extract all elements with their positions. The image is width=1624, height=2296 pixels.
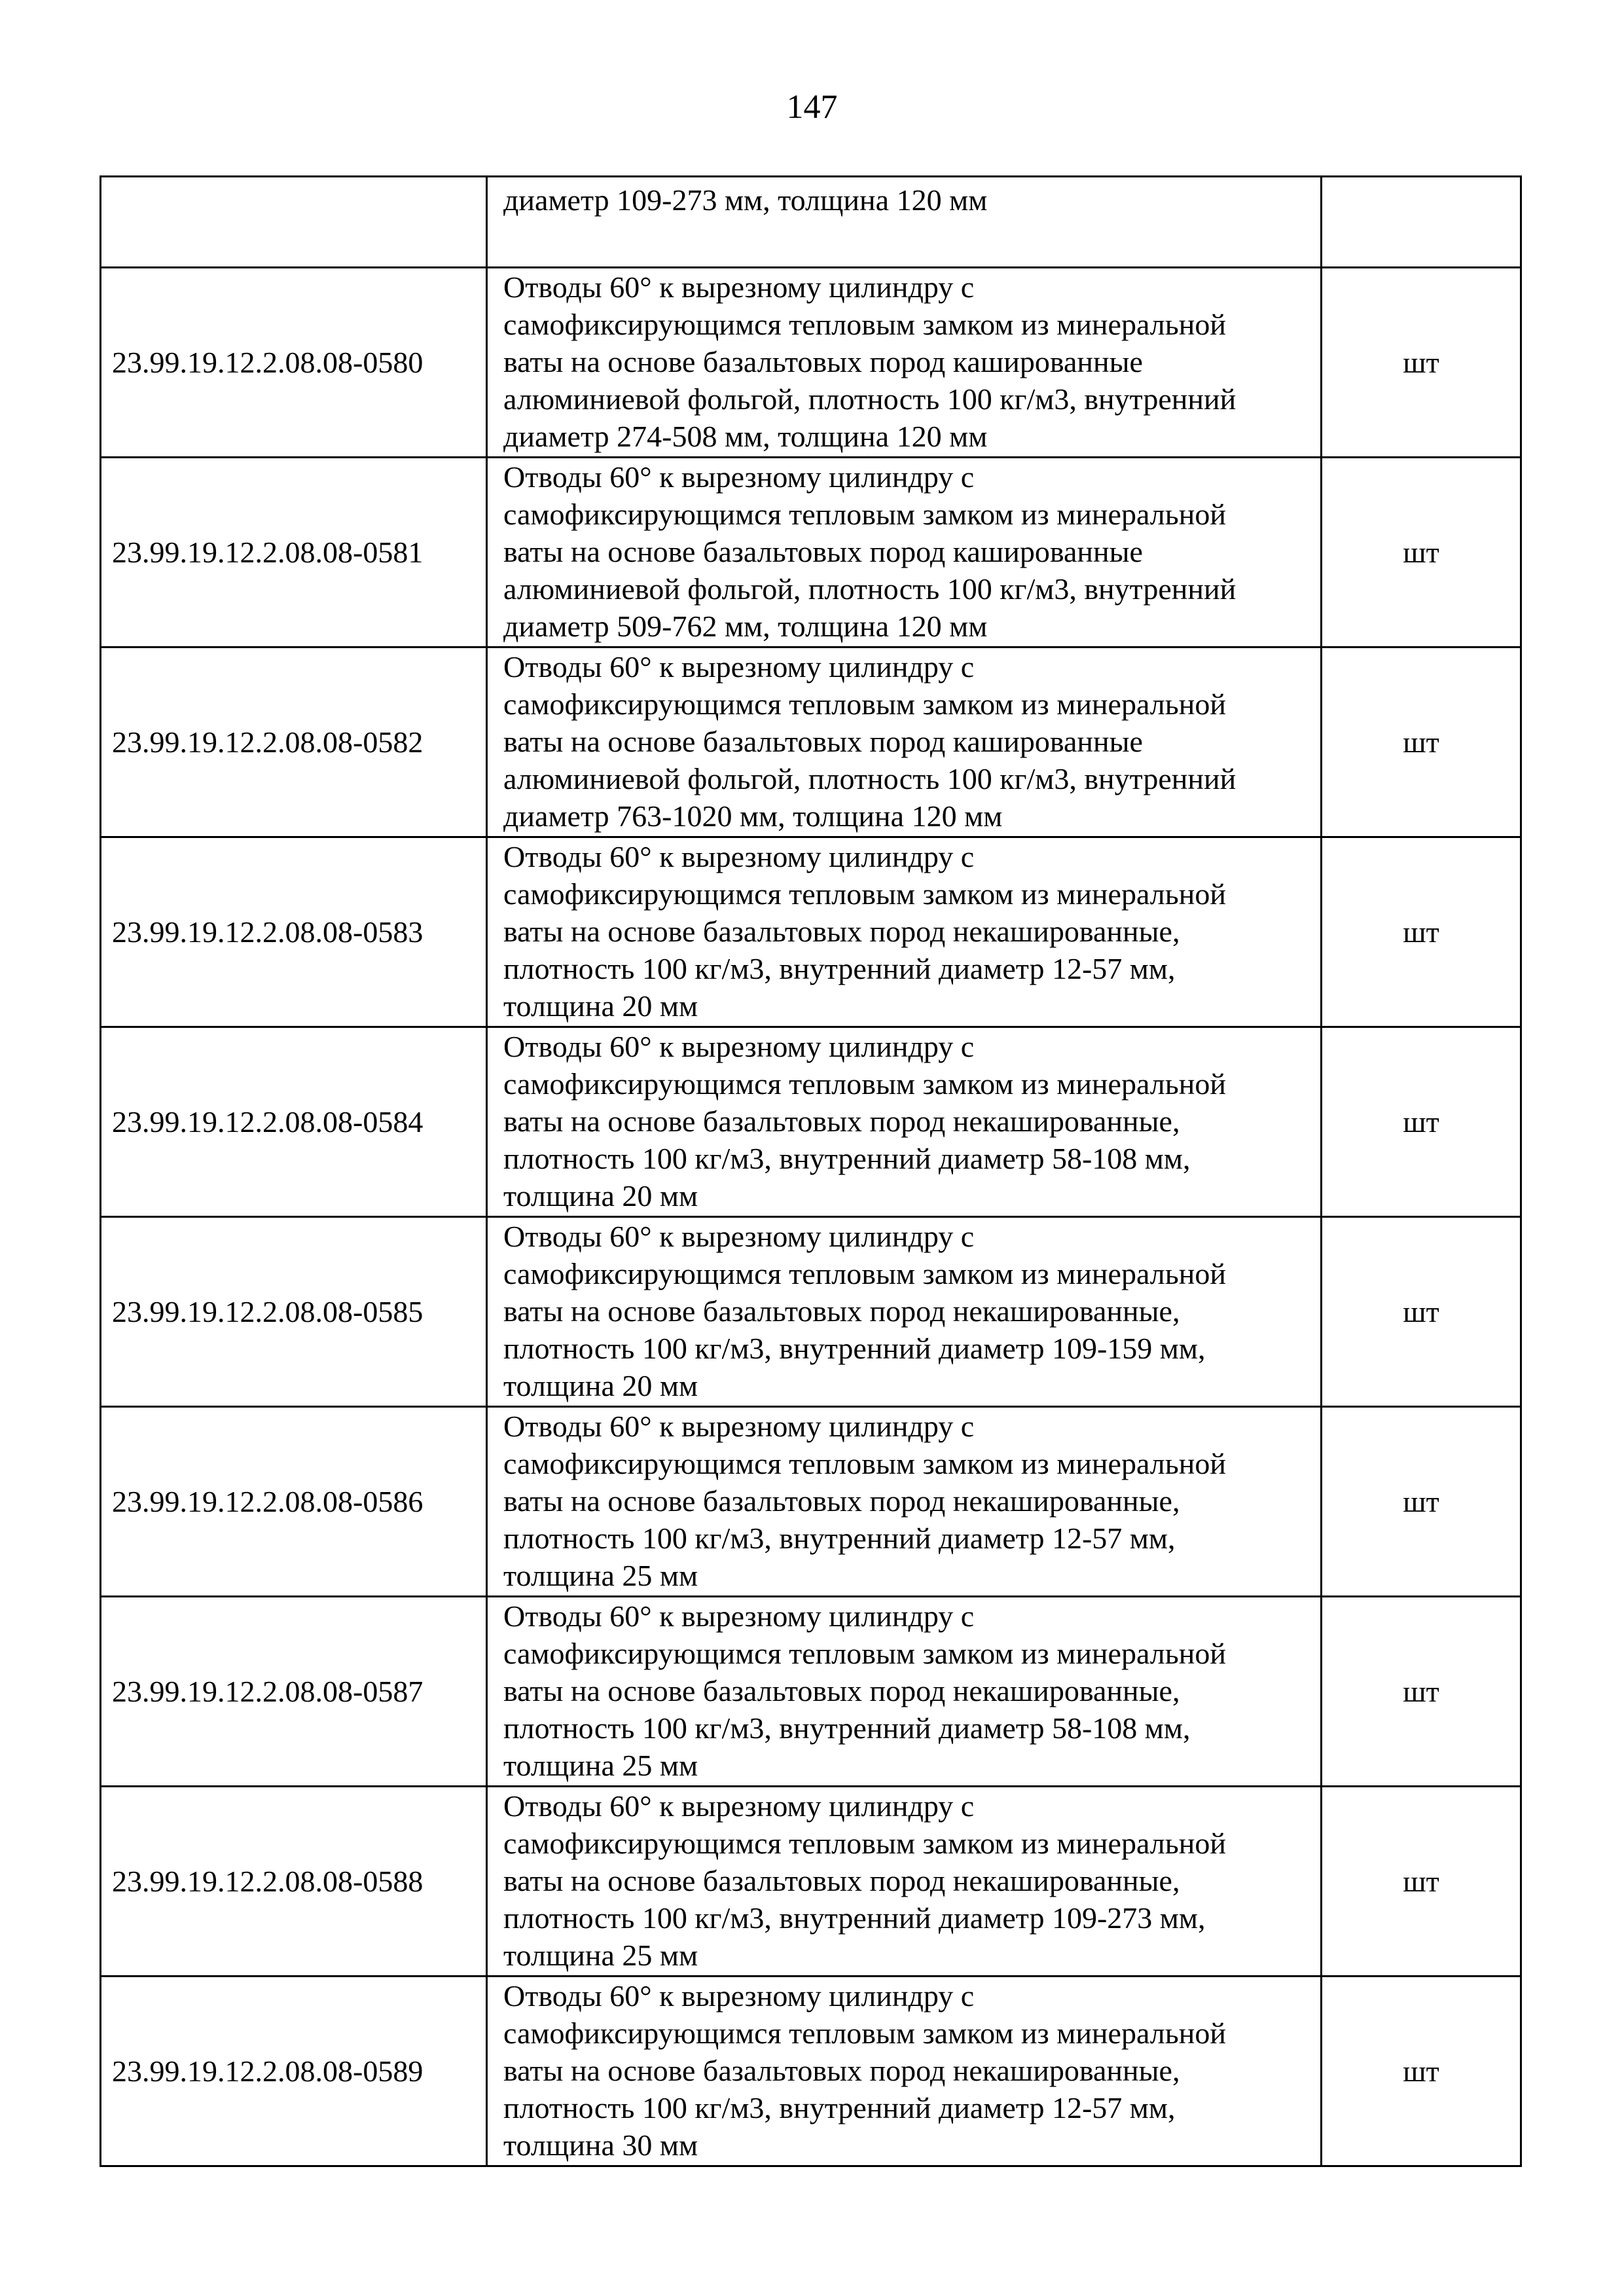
code-cell: 23.99.19.12.2.08.08-0583 [101,837,487,1027]
unit-cell: шт [1322,458,1521,647]
description-cell: диаметр 109-273 мм, толщина 120 мм [487,177,1322,268]
description-cell: Отводы 60° к вырезному цилиндру с самофиксирующимся тепловым замком из минеральной ваты на основе базальтовых пород некашированные, плотность 100 кг/м3, внутренний диаметр 12-57 мм, толщина 30 мм [487,1977,1322,2166]
description-cell: Отводы 60° к вырезному цилиндру с самофиксирующимся тепловым замком из минеральной ваты на основе базальтовых пород некашированные, плотность 100 кг/м3, внутренний диаметр 109-159 мм, толщина 20 мм [487,1217,1322,1407]
unit-cell: шт [1322,1407,1521,1597]
unit-cell: шт [1322,1977,1521,2166]
table-row [101,1787,1521,1977]
code-cell [101,177,487,268]
description-cell: Отводы 60° к вырезному цилиндру с самофиксирующимся тепловым замком из минеральной ваты на основе базальтовых пород некашированные, плотность 100 кг/м3, внутренний диаметр 12-57 мм, толщина 25 мм [487,1407,1322,1597]
code-cell: 23.99.19.12.2.08.08-0588 [101,1787,487,1977]
code-cell: 23.99.19.12.2.08.08-0586 [101,1407,487,1597]
unit-cell: шт [1322,837,1521,1027]
code-cell: 23.99.19.12.2.08.08-0582 [101,647,487,837]
table-row [101,837,1521,1027]
table-row [101,1407,1521,1597]
table-row [101,1977,1521,2166]
unit-cell: шт [1322,1217,1521,1407]
table-row-continuation [101,177,1521,268]
table-row [101,1217,1521,1407]
unit-cell: шт [1322,1027,1521,1217]
description-cell: Отводы 60° к вырезному цилиндру с самофиксирующимся тепловым замком из минеральной ваты на основе базальтовых пород кашированные алюминиевой фольгой, плотность 100 кг/м3, внутренний диаметр 763-1020 мм, толщина 120 мм [487,647,1322,837]
code-cell: 23.99.19.12.2.08.08-0589 [101,1977,487,2166]
table-row [101,647,1521,837]
code-cell: 23.99.19.12.2.08.08-0585 [101,1217,487,1407]
description-cell: Отводы 60° к вырезному цилиндру с самофиксирующимся тепловым замком из минеральной ваты на основе базальтовых пород некашированные, плотность 100 кг/м3, внутренний диаметр 58-108 мм, толщина 25 мм [487,1597,1322,1787]
table-row [101,268,1521,458]
code-cell: 23.99.19.12.2.08.08-0581 [101,458,487,647]
unit-cell: шт [1322,647,1521,837]
catalog-table [99,175,1522,2167]
description-cell: Отводы 60° к вырезному цилиндру с самофиксирующимся тепловым замком из минеральной ваты на основе базальтовых пород некашированные, плотность 100 кг/м3, внутренний диаметр 109-273 мм, толщина 25 мм [487,1787,1322,1977]
description-cell: Отводы 60° к вырезному цилиндру с самофиксирующимся тепловым замком из минеральной ваты на основе базальтовых пород кашированные алюминиевой фольгой, плотность 100 кг/м3, внутренний диаметр 274-508 мм, толщина 120 мм [487,268,1322,458]
unit-cell [1322,177,1521,268]
code-cell: 23.99.19.12.2.08.08-0584 [101,1027,487,1217]
code-cell: 23.99.19.12.2.08.08-0580 [101,268,487,458]
unit-cell: шт [1322,1597,1521,1787]
description-cell: Отводы 60° к вырезному цилиндру с самофиксирующимся тепловым замком из минеральной ваты на основе базальтовых пород некашированные, плотность 100 кг/м3, внутренний диаметр 12-57 мм, толщина 20 мм [487,837,1322,1027]
page-number: 147 [786,88,838,126]
description-cell: Отводы 60° к вырезному цилиндру с самофиксирующимся тепловым замком из минеральной ваты на основе базальтовых пород кашированные алюминиевой фольгой, плотность 100 кг/м3, внутренний диаметр 509-762 мм, толщина 120 мм [487,458,1322,647]
unit-cell: шт [1322,1787,1521,1977]
table-row [101,458,1521,647]
code-cell: 23.99.19.12.2.08.08-0587 [101,1597,487,1787]
description-cell: Отводы 60° к вырезному цилиндру с самофиксирующимся тепловым замком из минеральной ваты на основе базальтовых пород некашированные, плотность 100 кг/м3, внутренний диаметр 58-108 мм, толщина 20 мм [487,1027,1322,1217]
table-row [101,1597,1521,1787]
unit-cell: шт [1322,268,1521,458]
table-row [101,1027,1521,1217]
